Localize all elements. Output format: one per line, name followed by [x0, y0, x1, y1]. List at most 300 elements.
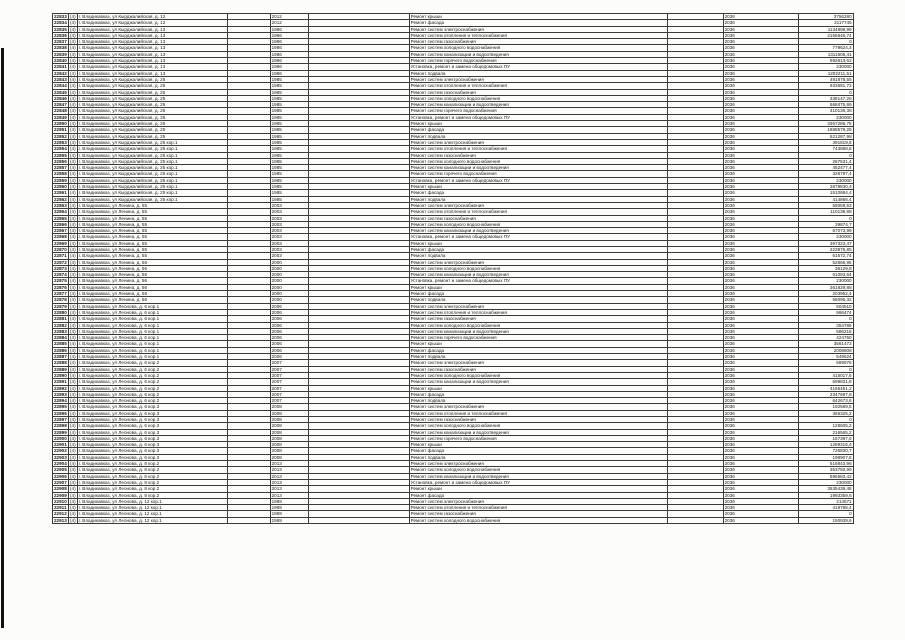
- plan-year-cell: 2036: [723, 202, 798, 208]
- plan-year-cell: 2036: [723, 454, 798, 460]
- cost-cell: 230000: [798, 177, 853, 183]
- year-cell: 1986: [270, 39, 308, 45]
- year-cell: 2008: [270, 442, 308, 448]
- work-type-cell: Установка, ремонт и замена общедомовых ПУ: [409, 234, 667, 240]
- address-cell: г. Владикавказ, ул Ленина, д. 55: [77, 202, 227, 208]
- cost-cell: 410136,38: [798, 108, 853, 114]
- year-cell: 2006: [270, 335, 308, 341]
- cost-cell: 452477,4: [798, 165, 853, 171]
- cost-cell: 397323,47: [798, 240, 853, 246]
- plan-year-cell: 2036: [723, 165, 798, 171]
- year-cell: 2013: [270, 492, 308, 498]
- plan-year-cell: 2036: [723, 246, 798, 252]
- cost-cell: 338147,26: [798, 95, 853, 101]
- cost-cell: 491878,55: [798, 76, 853, 82]
- plan-year-cell: 2036: [723, 398, 798, 404]
- cost-cell: 549524: [798, 354, 853, 360]
- empty-cell: [227, 517, 270, 523]
- year-cell: 2006: [270, 354, 308, 360]
- work-type-cell: Ремонт систем горячего водоснабжения: [409, 335, 667, 341]
- row-sub-cell: (4): [70, 152, 76, 158]
- row-sub-cell: (4): [70, 461, 76, 467]
- cost-cell: 58059,53: [798, 202, 853, 208]
- row-sub-cell: (4): [70, 234, 76, 240]
- row-id-cell: 22896: [54, 410, 67, 416]
- row-id-cell: 22876: [54, 284, 67, 290]
- cost-cell: 568475,86: [798, 102, 853, 108]
- year-cell: 1986: [270, 70, 308, 76]
- year-cell: 2007: [270, 372, 308, 378]
- plan-year-cell: 2036: [723, 511, 798, 517]
- address-cell: г. Владикавказ, ул Леонова, д. 8 кор.2: [77, 479, 227, 485]
- work-type-cell: Ремонт систем электроснабжения: [409, 259, 667, 265]
- row-id-cell: 22861: [54, 190, 67, 196]
- row-id-cell: 22838: [54, 45, 67, 51]
- plan-year-cell: 2036: [723, 335, 798, 341]
- address-cell: г. Владикавказ, ул Кырджалийская, д. 25 кор.1: [77, 146, 227, 152]
- year-cell: 2000: [270, 291, 308, 297]
- year-cell: 1985: [270, 102, 308, 108]
- plan-year-cell: 2036: [723, 517, 798, 523]
- work-type-cell: Ремонт систем газоснабжения: [409, 89, 667, 95]
- row-id-cell: 22875: [54, 278, 67, 284]
- row-id-cell: 22863: [54, 202, 67, 208]
- year-cell: 1985: [270, 152, 308, 158]
- row-sub-cell: (4): [70, 492, 76, 498]
- row-id-cell: 22869: [54, 240, 67, 246]
- address-cell: г. Владикавказ, ул Кырджалийская, д. 25 кор.1: [77, 190, 227, 196]
- table-row: [53, 158, 854, 164]
- plan-year-cell: 2036: [723, 379, 798, 385]
- address-cell: г. Владикавказ, ул Кырджалийская, д. 25 кор.1: [77, 165, 227, 171]
- cost-cell: 361829,88: [798, 284, 853, 290]
- address-cell: г. Владикавказ, ул Леонова, д. 6 кор.1: [77, 322, 227, 328]
- address-cell: г. Владикавказ, ул Леонова, д. 8 кор.2: [77, 467, 227, 473]
- year-cell: 2006: [270, 303, 308, 309]
- row-sub-cell: (4): [70, 76, 76, 82]
- work-type-cell: Установка, ремонт и замена общедомовых ПУ: [409, 114, 667, 120]
- address-cell: г. Владикавказ, ул Леонова, д. 12 кор.1: [77, 511, 227, 517]
- row-id-cell: 22837: [54, 39, 67, 45]
- row-sub-cell: (4): [70, 517, 76, 523]
- work-type-cell: Ремонт систем холодного водоснабжения: [409, 372, 667, 378]
- row-sub-cell: (4): [70, 278, 76, 284]
- address-cell: г. Владикавказ, ул Леонова, д. 8 кор.2: [77, 486, 227, 492]
- work-type-cell: Ремонт фасада: [409, 20, 667, 26]
- row-sub-cell: (4): [70, 221, 76, 227]
- row-sub-cell: (4): [70, 366, 76, 372]
- year-cell: 2003: [270, 234, 308, 240]
- work-type-cell: Ремонт фасада: [409, 246, 667, 252]
- address-cell: г. Владикавказ, ул Ленина, д. 55: [77, 240, 227, 246]
- address-cell: г. Владикавказ, ул Кырджалийская, д. 25 кор.1: [77, 158, 227, 164]
- cost-cell: 779624,3: [798, 45, 853, 51]
- address-cell: г. Владикавказ, ул Кырджалийская, д. 25: [77, 95, 227, 101]
- row-id-cell: 22836: [54, 32, 67, 38]
- cost-cell: 0: [798, 152, 853, 158]
- work-type-cell: Ремонт систем электроснабжения: [409, 498, 667, 504]
- address-cell: г. Владикавказ, ул Кырджалийская, д. 25: [77, 133, 227, 139]
- plan-year-cell: 2036: [723, 139, 798, 145]
- work-type-cell: Установка, ремонт и замена общедомовых ПУ: [409, 479, 667, 485]
- year-cell: 1989: [270, 511, 308, 517]
- year-cell: 2008: [270, 429, 308, 435]
- address-cell: г. Владикавказ, ул Леонова, д. 6 кор.3: [77, 435, 227, 441]
- row-id-cell: 22910: [54, 498, 67, 504]
- row-id-cell: 22853: [54, 139, 67, 145]
- work-type-cell: Ремонт систем электроснабжения: [409, 404, 667, 410]
- plan-year-cell: 2036: [723, 58, 798, 64]
- row-id-cell: 22897: [54, 417, 67, 422]
- work-type-cell: Ремонт систем канализации и водоотведения: [409, 328, 667, 334]
- address-cell: г. Владикавказ, ул Леонова, д. 6 кор.2: [77, 398, 227, 404]
- cost-cell: 128605,2: [798, 423, 853, 429]
- row-sub-cell: (4): [70, 410, 76, 416]
- plan-year-cell: 2036: [723, 240, 798, 246]
- year-cell: 2007: [270, 385, 308, 391]
- address-cell: г. Владикавказ, ул Кырджалийская, д. 25: [77, 108, 227, 114]
- work-type-cell: Ремонт систем отопления и теплоснабжения: [409, 505, 667, 511]
- cost-cell: 230000: [798, 114, 853, 120]
- row-sub-cell: (4): [70, 64, 76, 70]
- row-sub-cell: (4): [70, 486, 76, 492]
- year-cell: 2003: [270, 253, 308, 259]
- row-sub-cell: (4): [70, 253, 76, 259]
- plan-year-cell: 2036: [723, 309, 798, 315]
- cost-cell: 67073,99: [798, 228, 853, 234]
- row-sub-cell: (4): [70, 385, 76, 391]
- work-type-cell: Ремонт систем газоснабжения: [409, 316, 667, 322]
- row-sub-cell: (4): [70, 347, 76, 353]
- year-cell: 1989: [270, 505, 308, 511]
- row-sub-cell: (4): [70, 404, 76, 410]
- row-id-cell: 22883: [54, 328, 67, 334]
- row-sub-cell: (4): [70, 303, 76, 309]
- year-cell: 1985: [270, 165, 308, 171]
- plan-year-cell: 2036: [723, 102, 798, 108]
- year-cell: 2000: [270, 284, 308, 290]
- address-cell: г. Владикавказ, ул Кырджалийская, д. 13: [77, 32, 227, 38]
- cost-cell: 3561472: [798, 341, 853, 347]
- cost-cell: 150939,6: [798, 517, 853, 523]
- year-cell: 1985: [270, 146, 308, 152]
- address-cell: г. Владикавказ, ул Леонова, д. 6 кор.3: [77, 448, 227, 454]
- plan-year-cell: 2036: [723, 26, 798, 32]
- work-type-cell: Ремонт подвала: [409, 297, 667, 303]
- work-type-cell: Ремонт фасада: [409, 448, 667, 454]
- plan-year-cell: 2036: [723, 498, 798, 504]
- row-id-cell: 22907: [54, 479, 67, 485]
- cost-cell: 203952,4: [798, 291, 853, 297]
- plan-year-cell: 2036: [723, 14, 798, 20]
- year-cell: 2003: [270, 240, 308, 246]
- work-type-cell: Ремонт систем холодного водоснабжения: [409, 322, 667, 328]
- row-id-cell: 22890: [54, 372, 67, 378]
- work-type-cell: Ремонт подвала: [409, 354, 667, 360]
- year-cell: 1985: [270, 76, 308, 82]
- row-sub-cell: (4): [70, 265, 76, 271]
- cost-cell: 521287,98: [798, 133, 853, 139]
- year-cell: 1985: [270, 177, 308, 183]
- row-sub-cell: (4): [70, 435, 76, 441]
- year-cell: 1985: [270, 108, 308, 114]
- year-cell: 2013: [270, 461, 308, 467]
- year-cell: 1986: [270, 32, 308, 38]
- year-cell: 2013: [270, 467, 308, 473]
- row-sub-cell: (4): [70, 89, 76, 95]
- row-sub-cell: (4): [70, 309, 76, 315]
- plan-year-cell: 2036: [723, 354, 798, 360]
- cost-cell: 699831,8: [798, 379, 853, 385]
- plan-year-cell: 2036: [723, 89, 798, 95]
- cost-cell: 354786: [798, 322, 853, 328]
- cost-cell: 0: [798, 89, 853, 95]
- row-sub-cell: (4): [70, 121, 76, 127]
- address-cell: г. Владикавказ, ул Леонова, д. 6 кор.3: [77, 442, 227, 448]
- row-sub-cell: (4): [70, 190, 76, 196]
- address-cell: г. Владикавказ, ул Кырджалийская, д. 25: [77, 76, 227, 82]
- plan-year-cell: 2036: [723, 473, 798, 479]
- plan-year-cell: 2036: [723, 297, 798, 303]
- cost-cell: 0: [798, 215, 853, 221]
- plan-year-cell: 2036: [723, 360, 798, 366]
- row-id-cell: 22877: [54, 291, 67, 297]
- row-id-cell: 22912: [54, 511, 67, 517]
- work-type-cell: Ремонт систем отопления и теплоснабжения: [409, 209, 667, 215]
- cost-cell: 391819,6: [798, 139, 853, 145]
- row-id-cell: 22889: [54, 366, 67, 372]
- row-id-cell: 22843: [54, 76, 67, 82]
- plan-year-cell: 2036: [723, 51, 798, 57]
- cost-cell: 230000: [798, 64, 853, 70]
- work-type-cell: Ремонт подвала: [409, 196, 667, 202]
- row-id-cell: 22909: [54, 492, 67, 498]
- address-cell: г. Владикавказ, ул Леонова, д. 6 кор.1: [77, 335, 227, 341]
- plan-year-cell: 2036: [723, 95, 798, 101]
- address-cell: г. Владикавказ, ул Леонова, д. 6 кор.3: [77, 454, 227, 460]
- year-cell: 2003: [270, 228, 308, 234]
- plan-year-cell: 2036: [723, 461, 798, 467]
- address-cell: г. Владикавказ, ул Ленина, д. 56: [77, 297, 227, 303]
- row-sub-cell: (4): [70, 70, 76, 76]
- row-sub-cell: (4): [70, 498, 76, 504]
- row-id-cell: 22891: [54, 379, 67, 385]
- work-type-cell: Ремонт систем отопления и теплоснабжения: [409, 146, 667, 152]
- row-sub-cell: (4): [70, 448, 76, 454]
- year-cell: 2013: [270, 473, 308, 479]
- table-row: [53, 146, 854, 152]
- row-sub-cell: (4): [70, 209, 76, 215]
- row-sub-cell: (4): [70, 51, 76, 57]
- cost-cell: 267531,4: [798, 158, 853, 164]
- plan-year-cell: 2036: [723, 108, 798, 114]
- row-sub-cell: (4): [70, 511, 76, 517]
- work-type-cell: Ремонт систем канализации и водоотведения: [409, 429, 667, 435]
- row-id-cell: 22868: [54, 234, 67, 240]
- year-cell: 1986: [270, 64, 308, 70]
- cost-cell: 1134899,99: [798, 26, 853, 32]
- plan-year-cell: 2036: [723, 177, 798, 183]
- plan-year-cell: 2036: [723, 372, 798, 378]
- row-sub-cell: (4): [70, 322, 76, 328]
- cost-cell: 157397,6: [798, 435, 853, 441]
- plan-year-cell: 2036: [723, 20, 798, 26]
- plan-year-cell: 2036: [723, 303, 798, 309]
- year-cell: 2003: [270, 202, 308, 208]
- row-id-cell: 22895: [54, 404, 67, 410]
- row-id-cell: 22870: [54, 246, 67, 252]
- year-cell: 1986: [270, 45, 308, 51]
- row-id-cell: 22881: [54, 316, 67, 322]
- year-cell: 2006: [270, 341, 308, 347]
- plan-year-cell: 2036: [723, 366, 798, 372]
- address-cell: г. Владикавказ, ул Леонова, д. 6 кор.1: [77, 309, 227, 315]
- address-cell: г. Владикавказ, ул Кырджалийская, д. 25 кор.1: [77, 139, 227, 145]
- year-cell: 1985: [270, 121, 308, 127]
- row-sub-cell: (4): [70, 429, 76, 435]
- row-id-cell: 22866: [54, 221, 67, 227]
- year-cell: 2003: [270, 246, 308, 252]
- address-cell: г. Владикавказ, ул Кырджалийская, д. 25 кор.1: [77, 196, 227, 202]
- plan-year-cell: 2036: [723, 152, 798, 158]
- year-cell: 1986: [270, 58, 308, 64]
- work-type-cell: Ремонт систем горячего водоснабжения: [409, 435, 667, 441]
- plan-year-cell: 2036: [723, 228, 798, 234]
- row-id-cell: 22894: [54, 398, 67, 404]
- row-sub-cell: (4): [70, 133, 76, 139]
- plan-year-cell: 2036: [723, 442, 798, 448]
- row-sub-cell: (4): [70, 165, 76, 171]
- row-sub-cell: (4): [70, 454, 76, 460]
- work-type-cell: Ремонт крыши: [409, 14, 667, 20]
- cost-cell: 2117745: [798, 20, 853, 26]
- year-cell: 2000: [270, 278, 308, 284]
- address-cell: г. Владикавказ, ул Леонова, д. 6 кор.1: [77, 316, 227, 322]
- plan-year-cell: 2036: [723, 391, 798, 397]
- work-type-cell: Ремонт крыши: [409, 385, 667, 391]
- work-type-cell: Ремонт систем газоснабжения: [409, 215, 667, 221]
- row-id-cell: 22867: [54, 228, 67, 234]
- plan-year-cell: 2036: [723, 448, 798, 454]
- table-row: [53, 171, 854, 177]
- row-sub-cell: (4): [70, 316, 76, 322]
- work-type-cell: Ремонт систем электроснабжения: [409, 26, 667, 32]
- cost-cell: 589976: [798, 360, 853, 366]
- cost-cell: 726830,7: [798, 448, 853, 454]
- row-id-cell: 22880: [54, 309, 67, 315]
- plan-year-cell: 2036: [723, 316, 798, 322]
- cost-cell: 992613,62: [798, 58, 853, 64]
- row-id-cell: 22839: [54, 51, 67, 57]
- row-id-cell: 22885: [54, 341, 67, 347]
- plan-year-cell: 2036: [723, 127, 798, 133]
- year-cell: 1985: [270, 89, 308, 95]
- row-id-cell: 22857: [54, 165, 67, 171]
- row-id-cell: 22905: [54, 467, 67, 473]
- year-cell: 1985: [270, 95, 308, 101]
- cost-cell: 192589,5: [798, 404, 853, 410]
- address-cell: г. Владикавказ, ул Кырджалийская, д. 25: [77, 121, 227, 127]
- row-id-cell: 22845: [54, 89, 67, 95]
- row-sub-cell: (4): [70, 297, 76, 303]
- cost-cell: 61572,74: [798, 253, 853, 259]
- year-cell: 2013: [270, 486, 308, 492]
- row-id-cell: 22899: [54, 429, 67, 435]
- year-cell: 2003: [270, 209, 308, 215]
- plan-year-cell: 2036: [723, 272, 798, 278]
- year-cell: 2013: [270, 479, 308, 485]
- row-sub-cell: (4): [70, 114, 76, 120]
- year-cell: 2006: [270, 328, 308, 334]
- row-sub-cell: (4): [70, 228, 76, 234]
- row-id-cell: 22846: [54, 95, 67, 101]
- cost-cell: 366325,2: [798, 410, 853, 416]
- row-sub-cell: (4): [70, 272, 76, 278]
- row-sub-cell: (4): [70, 417, 76, 422]
- work-type-cell: Ремонт фасада: [409, 492, 667, 498]
- plan-year-cell: 2036: [723, 215, 798, 221]
- row-id-cell: 22848: [54, 108, 67, 114]
- year-cell: 2006: [270, 322, 308, 328]
- plan-year-cell: 2036: [723, 284, 798, 290]
- row-sub-cell: (4): [70, 442, 76, 448]
- address-cell: г. Владикавказ, ул Леонова, д. 6 кор.3: [77, 417, 227, 423]
- address-cell: г. Владикавказ, ул Леонова, д. 6 кор.3: [77, 423, 227, 429]
- work-type-cell: Ремонт систем электроснабжения: [409, 303, 667, 309]
- address-cell: г. Владикавказ, ул Кырджалийская, д. 12: [77, 14, 227, 20]
- address-cell: г. Владикавказ, ул Леонова, д. 6 кор.1: [77, 347, 227, 353]
- row-sub-cell: (4): [70, 391, 76, 397]
- row-id-cell: 22852: [54, 133, 67, 139]
- row-sub-cell: (4): [70, 505, 76, 511]
- year-cell: 2006: [270, 316, 308, 322]
- address-cell: г. Владикавказ, ул Леонова, д. 6 кор.1: [77, 354, 227, 360]
- address-cell: г. Владикавказ, ул Леонова, д. 6 кор.3: [77, 410, 227, 416]
- address-cell: г. Владикавказ, ул Леонова, д. 8 кор.2: [77, 473, 227, 479]
- cost-cell: 1888579,29: [798, 127, 853, 133]
- plan-year-cell: 2036: [723, 322, 798, 328]
- plan-year-cell: 2036: [723, 265, 798, 271]
- plan-year-cell: 2036: [723, 385, 798, 391]
- cost-cell: 966474: [798, 309, 853, 315]
- cost-cell: 2008808: [798, 347, 853, 353]
- plan-year-cell: 2036: [723, 146, 798, 152]
- work-type-cell: Ремонт систем отопления и теплоснабжения: [409, 309, 667, 315]
- table-row: [53, 177, 854, 183]
- row-id-cell: 22902: [54, 448, 67, 454]
- address-cell: г. Владикавказ, ул Кырджалийская, д. 25: [77, 114, 227, 120]
- row-id-cell: 22887: [54, 354, 67, 360]
- cost-cell: 230000: [798, 234, 853, 240]
- address-cell: г. Владикавказ, ул Кырджалийская, д. 13: [77, 45, 227, 51]
- address-cell: г. Владикавказ, ул Кырджалийская, д. 13: [77, 70, 227, 76]
- row-id-cell: 22840: [54, 58, 67, 64]
- row-id-cell: 22859: [54, 177, 67, 183]
- address-cell: г. Владикавказ, ул Ленина, д. 56: [77, 272, 227, 278]
- row-id-cell: 22833: [54, 14, 67, 19]
- address-cell: г. Владикавказ, ул Кырджалийская, д. 25: [77, 127, 227, 133]
- year-cell: 2007: [270, 366, 308, 372]
- year-cell: 2007: [270, 379, 308, 385]
- plan-year-cell: 2036: [723, 423, 798, 429]
- cost-cell: 52866,95: [798, 259, 853, 265]
- row-sub-cell: (4): [70, 284, 76, 290]
- address-cell: г. Владикавказ, ул Ленина, д. 56: [77, 265, 227, 271]
- year-cell: 2008: [270, 435, 308, 441]
- address-cell: г. Владикавказ, ул Леонова, д. 6 кор.2: [77, 372, 227, 378]
- work-type-cell: Ремонт систем отопления и теплоснабжения: [409, 410, 667, 416]
- row-id-cell: 22888: [54, 360, 67, 366]
